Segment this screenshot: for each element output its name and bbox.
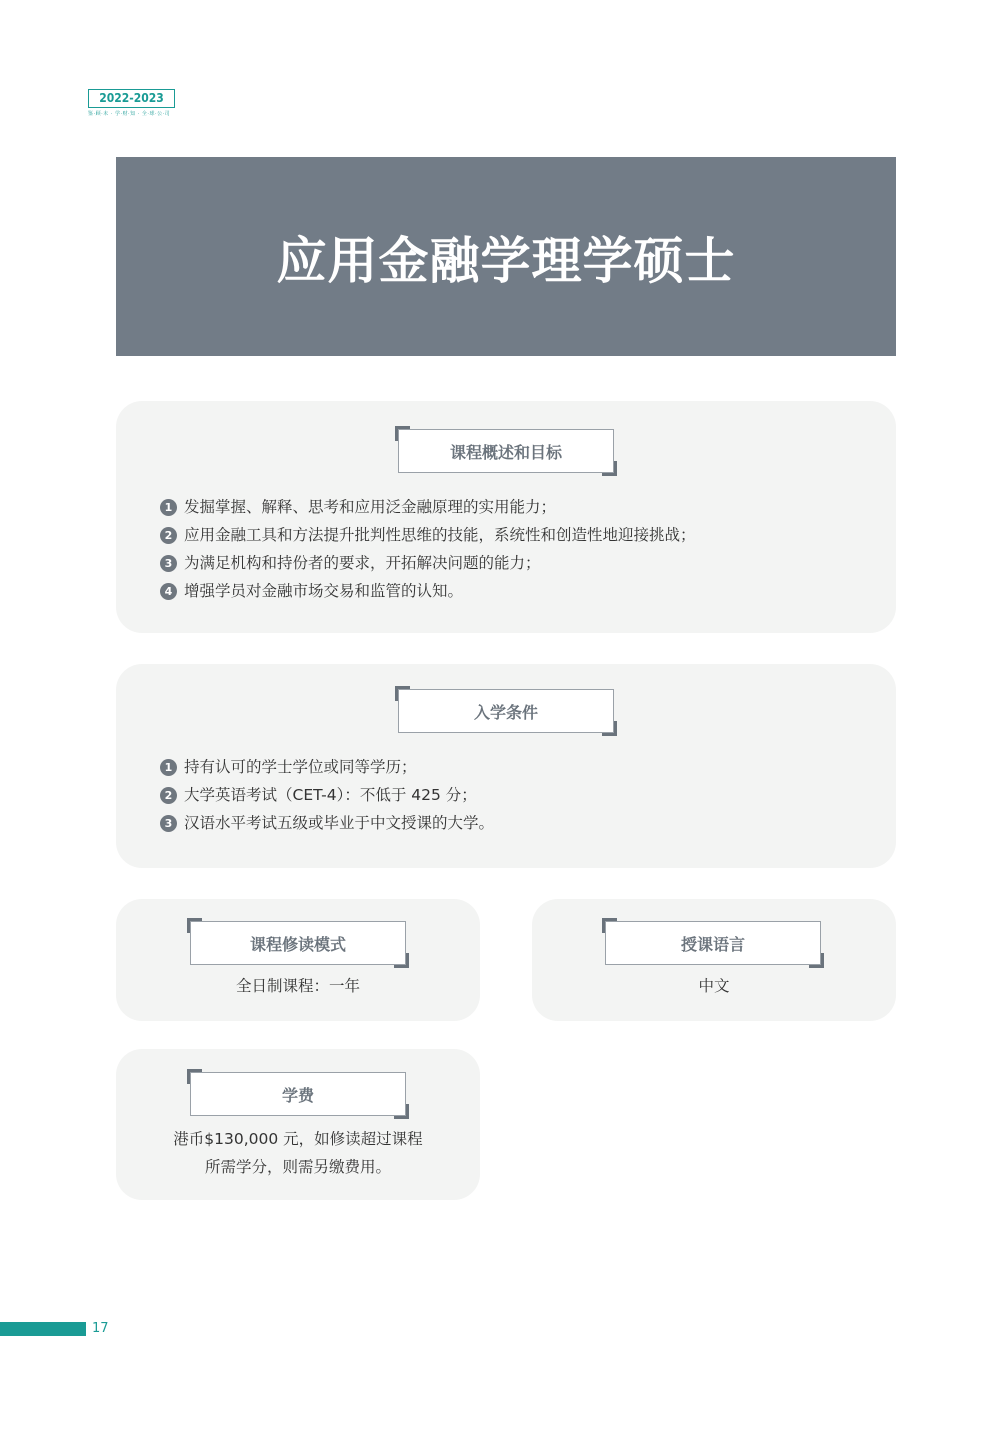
- list-item-text: 应用金融工具和方法提升批判性思维的技能，系统性和创造性地迎接挑战；: [184, 526, 696, 544]
- list-item: [160, 781, 494, 809]
- list-item-text: 大学英语考试（CET-4）：不低于 425 分；: [184, 786, 477, 804]
- list-item: [160, 493, 696, 521]
- page-number: 17: [92, 1321, 109, 1336]
- page-title: 应用金融学理学硕士: [276, 231, 736, 290]
- number-2-icon: 2: [160, 787, 177, 804]
- language-value: 中文: [698, 977, 730, 995]
- title-banner: [116, 157, 896, 356]
- tuition-label: 学费: [190, 1072, 406, 1116]
- page-accent-bar: [0, 1322, 86, 1336]
- list-item-text: 持有认可的学士学位或同等学历；: [184, 758, 417, 776]
- list-item: [160, 577, 696, 605]
- list-item: [160, 809, 494, 837]
- year-badge: 2022-2023: [88, 89, 175, 108]
- language-label: 授课语言: [605, 921, 821, 965]
- list-item: [160, 521, 696, 549]
- admission-list: [160, 753, 494, 837]
- list-item-text: 为满足机构和持份者的要求，开拓解决问题的能力；: [184, 554, 541, 572]
- tuition-line-1: 港币$130,000 元，如修读超过课程: [173, 1130, 423, 1148]
- number-3-icon: 3: [160, 555, 177, 572]
- list-item: [160, 549, 696, 577]
- list-item-text: 发掘掌握、解释、思考和应用泛金融原理的实用能力；: [184, 498, 557, 516]
- number-1-icon: 1: [160, 499, 177, 516]
- admission-label: 入学条件: [398, 689, 614, 733]
- number-1-icon: 1: [160, 759, 177, 776]
- list-item-text: 增强学员对金融市场交易和监管的认知。: [184, 582, 464, 600]
- number-3-icon: 3: [160, 815, 177, 832]
- number-2-icon: 2: [160, 527, 177, 544]
- tuition-line-2: 所需学分，则需另缴费用。: [204, 1158, 391, 1176]
- list-item-text: 汉语水平考试五级或毕业于中文授课的大学。: [184, 814, 495, 832]
- objectives-list: [160, 493, 696, 605]
- number-4-icon: 4: [160, 583, 177, 600]
- objectives-label: 课程概述和目标: [398, 429, 614, 473]
- study-mode-label: 课程修读模式: [190, 921, 406, 965]
- header-subtitle: 鉴·顾·未 · 学·财·知 · 全·球·公·司: [88, 111, 171, 117]
- study-mode-value: 全日制课程：一年: [235, 977, 360, 995]
- list-item: [160, 753, 494, 781]
